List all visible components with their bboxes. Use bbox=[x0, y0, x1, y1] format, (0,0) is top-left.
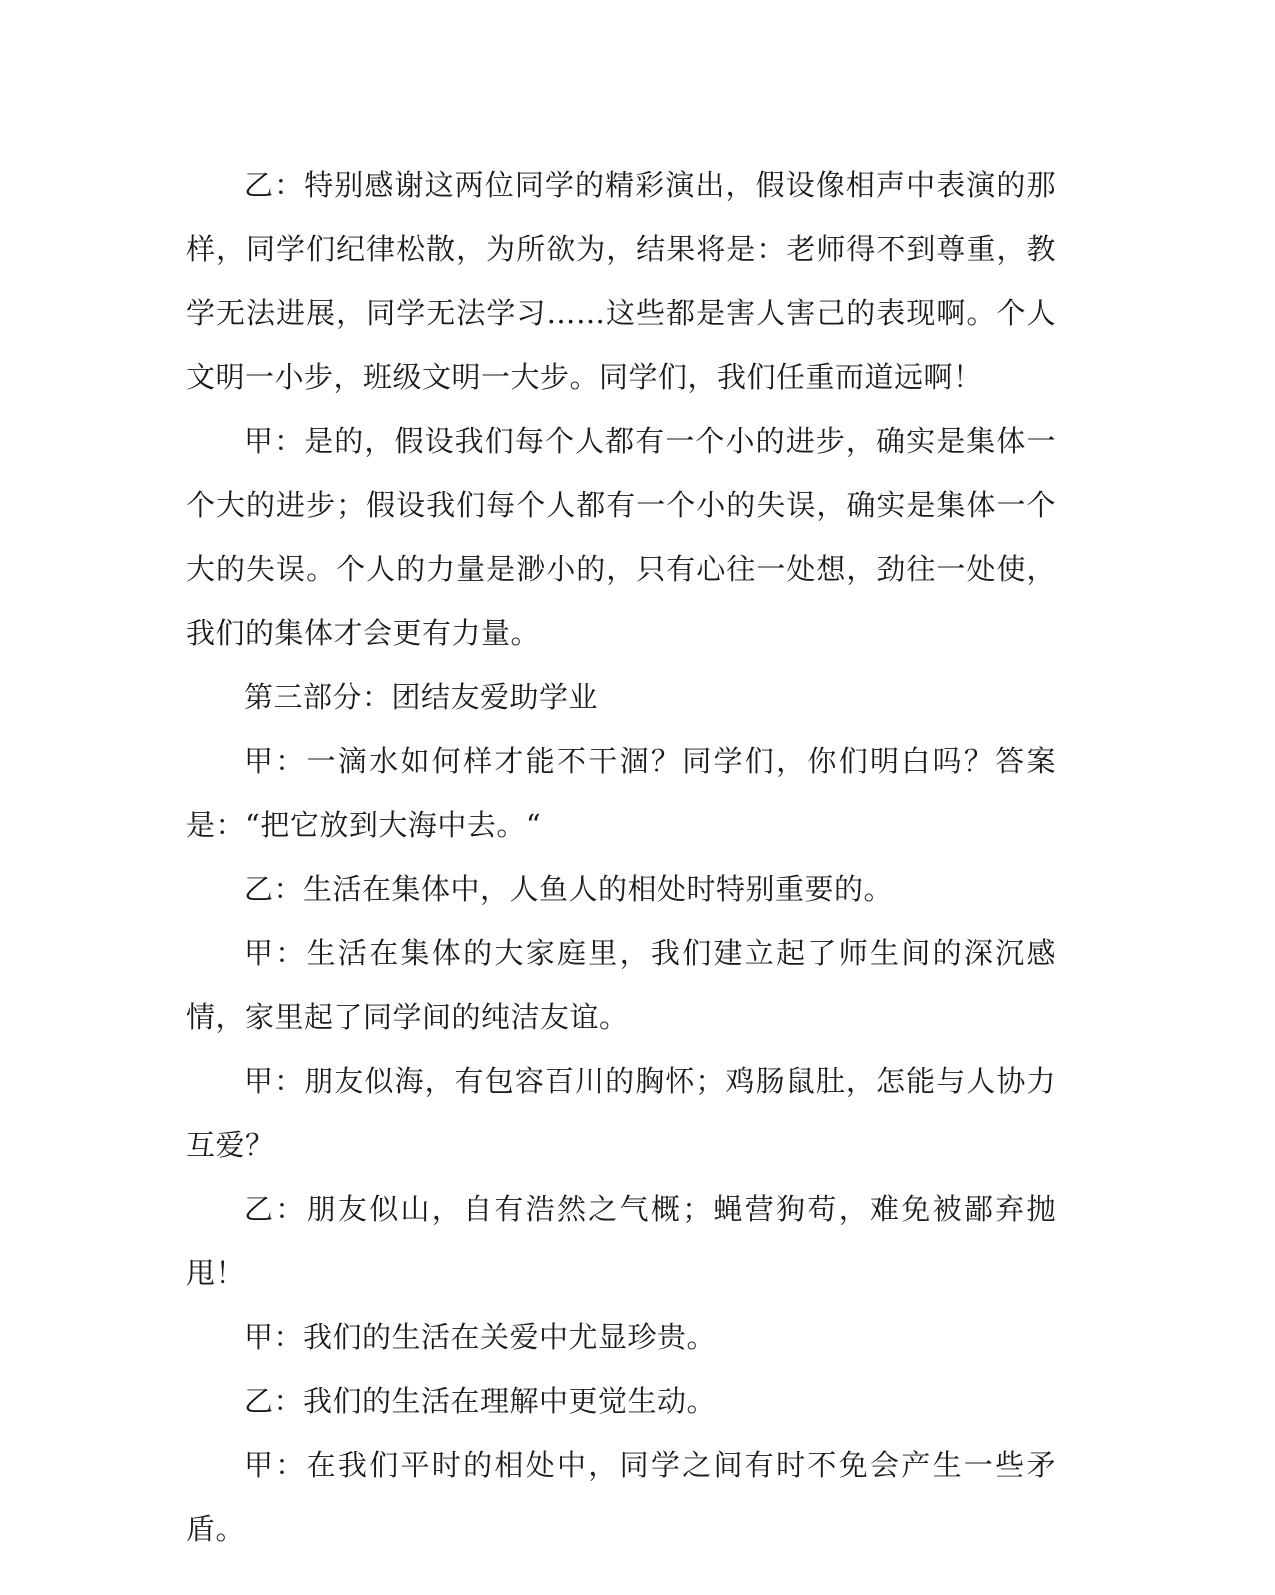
paragraph: 乙：我们的生活在理解中更觉生动。 bbox=[244, 1384, 717, 1418]
paragraph: 甲：生活在集体的大家庭里，我们建立起了师生间的深沉感情，家里起了同学间的纯洁友谊。 bbox=[186, 936, 1056, 1034]
paragraph: 甲：我们的生活在关爱中尤显珍贵。 bbox=[244, 1320, 717, 1354]
section-heading: 第三部分：团结友爱助学业 bbox=[244, 680, 599, 714]
document-body bbox=[186, 153, 1056, 1561]
paragraph: 甲：一滴水如何样才能不干涸？同学们，你们明白吗？答案是：“把它放到大海中去。“ bbox=[186, 744, 1056, 842]
paragraph: 乙：生活在集体中，人鱼人的相处时特别重要的。 bbox=[244, 872, 894, 906]
paragraph: 甲：是的，假设我们每个人都有一个小的进步，确实是集体一个大的进步；假设我们每个人都有一个小的失误，确实是集体一个大的失误。个人的力量是渺小的，只有心往一处想，劲往一处使，我们的集体才会更有力量。 bbox=[186, 424, 1056, 650]
paragraph: 甲：在我们平时的相处中，同学之间有时不免会产生一些矛盾。 bbox=[186, 1448, 1056, 1546]
paragraph: 甲：朋友似海，有包容百川的胸怀；鸡肠鼠肚，怎能与人协力互爱？ bbox=[186, 1064, 1056, 1162]
paragraph: 乙：特别感谢这两位同学的精彩演出，假设像相声中表演的那样，同学们纪律松散，为所欲为，结果将是：老师得不到尊重，教学无法进展，同学无法学习……这些都是害人害己的表现啊。个人文明一小步，班级文明一大步。同学们，我们任重而道远啊！ bbox=[186, 168, 1056, 394]
paragraph: 乙：朋友似山，自有浩然之气概；蝇营狗苟，难免被鄙弃抛甩！ bbox=[186, 1192, 1056, 1290]
